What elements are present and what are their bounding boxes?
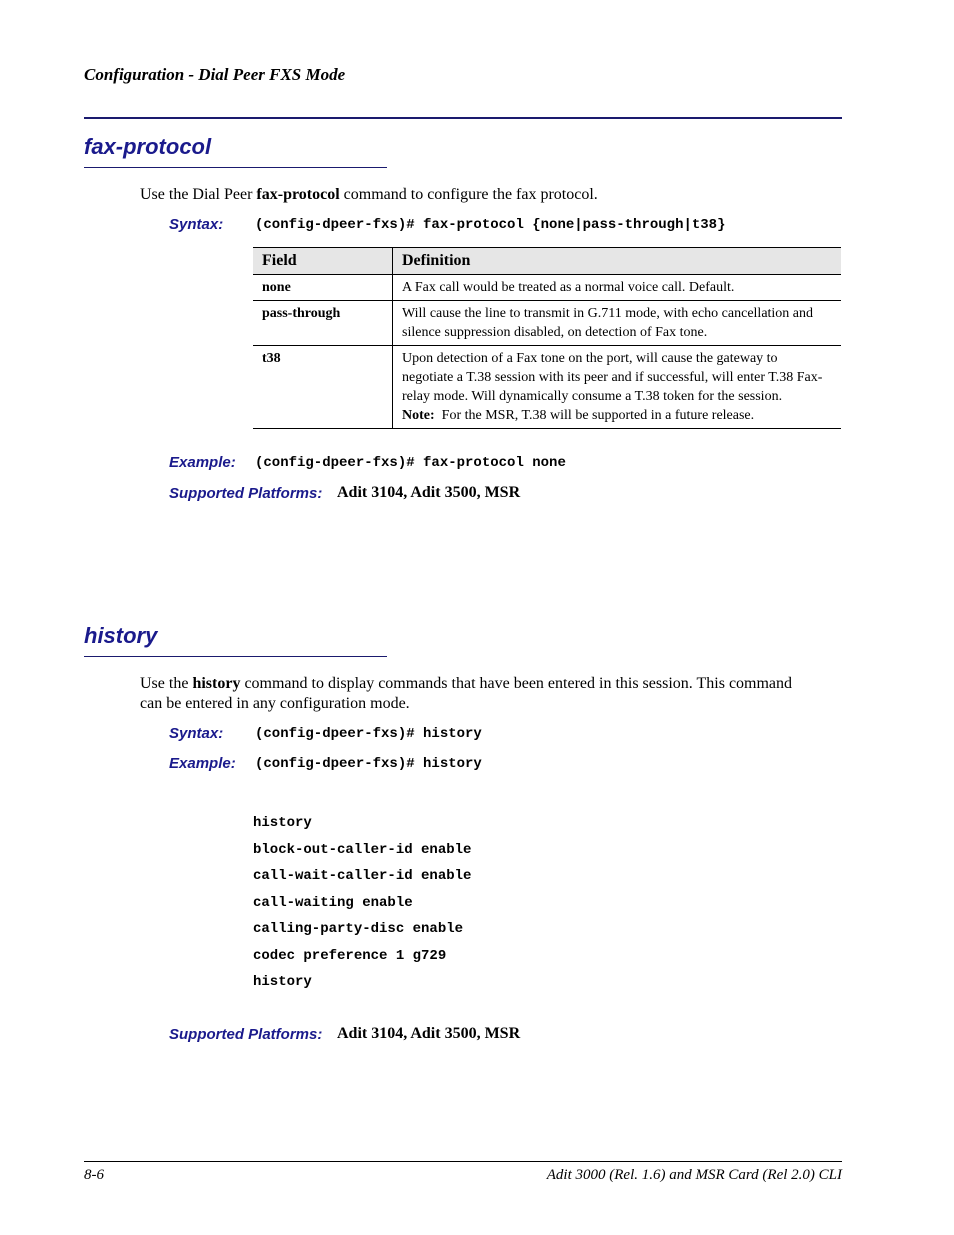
section-title-fax-protocol: fax-protocol	[84, 134, 212, 159]
history-intro-post: command to display commands that have been entered in this session. This command	[240, 675, 793, 692]
definition-text: Upon detection of a Fax tone on the port, will cause the gateway to negotiate a T.38 session with its peer and if successful, will enter T.38 Fax-relay mode. Will dynamically consume a T.38 token for the session.	[402, 351, 823, 404]
footer-doc-title: Adit 3000 (Rel. 1.6) and MSR Card (Rel 2.0) CLI	[546, 1167, 842, 1183]
note-text: For the MSR, T.38 will be supported in a future release.	[441, 408, 755, 423]
history-intro-command: history	[192, 675, 241, 692]
table-cell-field: none	[253, 275, 393, 301]
syntax-value: (config-dpeer-fxs)# history	[255, 726, 482, 742]
table-cell-definition: Will cause the line to transmit in G.711 mode, with echo cancellation and silence suppression disabled, on detection of Fax tone.	[393, 301, 842, 346]
section-title-history: history	[84, 623, 158, 648]
fax-intro	[140, 185, 598, 205]
output-line: history	[253, 974, 312, 990]
output-line: codec preference 1 g729	[253, 947, 447, 964]
output-line: history	[253, 815, 312, 831]
table-row	[253, 301, 841, 346]
platforms-label: Supported Platforms:	[169, 485, 323, 502]
fax-intro-pre: Use the Dial Peer	[140, 186, 257, 203]
section-rule	[84, 656, 387, 657]
table-cell-definition	[393, 346, 842, 429]
table-row	[253, 346, 841, 429]
platforms-label: Supported Platforms:	[169, 1026, 323, 1043]
example-label: Example:	[169, 755, 236, 772]
footer-rule	[84, 1161, 842, 1162]
table-header-field: Field	[253, 248, 393, 275]
note-label: Note:	[402, 408, 435, 423]
fax-intro-command: fax-protocol	[256, 186, 340, 203]
example-value: (config-dpeer-fxs)# history	[255, 756, 482, 772]
output-line: block-out-caller-id enable	[253, 841, 472, 858]
table-header-definition: Definition	[393, 248, 842, 275]
command-output	[253, 810, 471, 996]
table-row	[253, 275, 841, 301]
fax-intro-post: command to configure the fax protocol.	[339, 186, 598, 203]
example-value: (config-dpeer-fxs)# fax-protocol none	[255, 455, 566, 471]
output-line: call-waiting enable	[253, 894, 413, 911]
history-intro-pre: Use the	[140, 675, 193, 692]
running-header: Configuration - Dial Peer FXS Mode	[84, 65, 346, 84]
syntax-value: (config-dpeer-fxs)# fax-protocol {none|pass-through|t38}	[255, 217, 726, 233]
section-rule	[84, 167, 387, 168]
history-intro-line2: can be entered in any configuration mode.	[140, 695, 410, 712]
definition-table	[253, 247, 841, 429]
syntax-label: Syntax:	[169, 216, 224, 233]
table-cell-field: t38	[253, 346, 393, 429]
example-label: Example:	[169, 454, 236, 471]
history-intro	[140, 674, 845, 714]
table-header-row	[253, 248, 841, 275]
platforms-value: Adit 3104, Adit 3500, MSR	[337, 1025, 521, 1042]
table-cell-field: pass-through	[253, 301, 393, 346]
output-line: call-wait-caller-id enable	[253, 868, 472, 884]
output-line: calling-party-disc enable	[253, 921, 464, 937]
page-number: 8-6	[84, 1167, 104, 1183]
platforms-value: Adit 3104, Adit 3500, MSR	[337, 484, 521, 501]
header-rule	[84, 117, 842, 119]
syntax-label: Syntax:	[169, 725, 224, 742]
table-cell-definition: A Fax call would be treated as a normal voice call. Default.	[393, 275, 842, 301]
